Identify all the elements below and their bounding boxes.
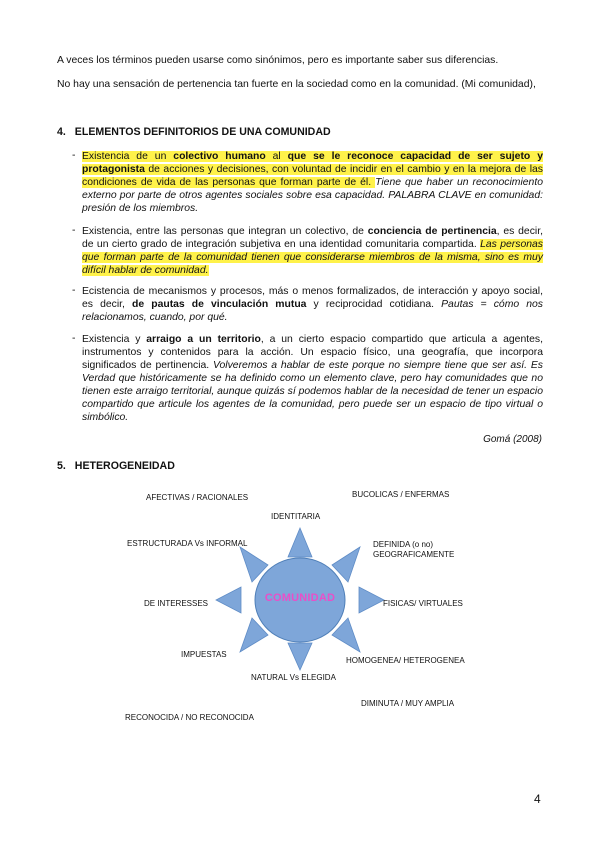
bullet-3-text-b: y reciprocidad cotidiana. [306, 299, 442, 310]
label-diminuta: DIMINUTA / MUY AMPLIA [361, 699, 455, 708]
bullet-dash: - [72, 150, 76, 161]
bullet-3-bold-a: de pautas de vinculación mutua [132, 299, 307, 310]
intro-paragraph-2: No hay una sensación de pertenencia tan fuerte en la sociedad como en la comunidad. (Mi comunidad), [57, 79, 536, 90]
diagram-center-label: COMUNIDAD [264, 592, 336, 604]
citation: Gomá (2008) [483, 434, 542, 445]
sun-ray-left [216, 587, 241, 613]
bullet-1-italic: Tiene que haber un reconocimiento externo por parte de otros agentes sociales sobre esa capacidad. PALABRA CLAVE en comunidad: presión de los miembros. [82, 177, 543, 214]
bullet-dash: - [72, 333, 76, 344]
sun-ray-bottom [288, 643, 312, 670]
label-reconocida: RECONOCIDA / NO RECONOCIDA [125, 713, 254, 722]
bullet-2-text-a: Existencia, entre las personas que integran un colectivo, de [82, 226, 368, 237]
label-estructurada: ESTRUCTURADA Vs INFORMAL [127, 539, 248, 548]
bullet-dash: - [72, 285, 76, 296]
bullet-4-text-b: , a un cierto espacio compartido que articula a agentes, instrumentos y contenidos para la acción. Un espacio físico, una geografía, que incorpora significados de pertinencia. [82, 334, 543, 371]
section-5-title: HETEROGENEIDAD [74, 460, 175, 472]
sun-ray-top [288, 528, 312, 557]
bullet-dash: - [72, 225, 76, 236]
bullet-3-text-a: Ecistencia de mecanismos y procesos, más o menos formalizados, de interacción y apoyo social, es decir, [82, 286, 543, 310]
bullet-4-text-a: Existencia y [82, 334, 147, 345]
bullet-2-bold-a: conciencia de pertinencia [367, 226, 497, 237]
label-natural: NATURAL Vs ELEGIDA [251, 673, 336, 682]
bullet-4-italic: Volveremos a hablar de este porque no siempre tiene que ser así. Es Verdad que históricamente se ha definido como un elemento clave, pero hay comunidades que no tienen este arraigo territorial, aunque quizás sí podemos hablar de la necesidad de tener un espacio compartido que articule los agentes de la comunidad, pero puede ser un espacio de tipo virtual o simbólico. [82, 360, 543, 423]
label-afectivas: AFECTIVAS / RACIONALES [146, 493, 249, 502]
label-identitaria: IDENTITARIA [271, 512, 321, 521]
sun-ray-right [359, 587, 384, 613]
bullet-2-text-b: , es decir, de un cierto grado de integración subjetiva en una identidad comunitaria compartida. [82, 226, 543, 250]
section-4-number: 4. [57, 126, 66, 138]
bullet-3-italic: Pautas = cómo nos relacionamos, cuando, por qué. [82, 299, 543, 323]
bullet-4-bold-a: arraigo a un territorio [146, 334, 261, 345]
label-homogenea: HOMOGENEA/ HETEROGENEA [346, 656, 465, 665]
section-4-title: ELEMENTOS DEFINITORIOS DE UNA COMUNIDAD [74, 126, 331, 138]
label-definida-2: GEOGRAFICAMENTE [373, 550, 455, 559]
label-fisicas: FISICAS/ VIRTUALES [383, 599, 463, 608]
bullet-2-italic: Las personas que forman parte de la comunidad tienen que considerarse miembros de la misma, sino es muy difícil hablar de comunidad. [82, 239, 543, 276]
bullet-1-bold-b: que se le reconoce capacidad de ser sujeto y protagonista [82, 151, 543, 175]
bullet-1-text-c: de acciones y decisiones, con voluntad de incidir en el cambio y en la mejora de las condiciones de vida de las personas que forman parte de él. [82, 164, 543, 188]
label-bucolicas: BUCOLICAS / ENFERMAS [352, 490, 450, 499]
bullet-1-bold-a: colectivo humano [173, 151, 266, 162]
label-impuestas: IMPUESTAS [181, 650, 227, 659]
label-definida-1: DEFINIDA (o no) [373, 540, 434, 549]
label-intereses: DE INTERESSES [144, 599, 209, 608]
section-5-number: 5. [57, 460, 66, 472]
bullet-1-text-a: Existencia de un [82, 151, 174, 162]
intro-paragraph-1: A veces los términos pueden usarse como sinónimos, pero es importante saber sus diferencias. [57, 55, 499, 66]
page-number: 4 [534, 792, 541, 806]
bullet-1-text-b: al [265, 151, 288, 162]
